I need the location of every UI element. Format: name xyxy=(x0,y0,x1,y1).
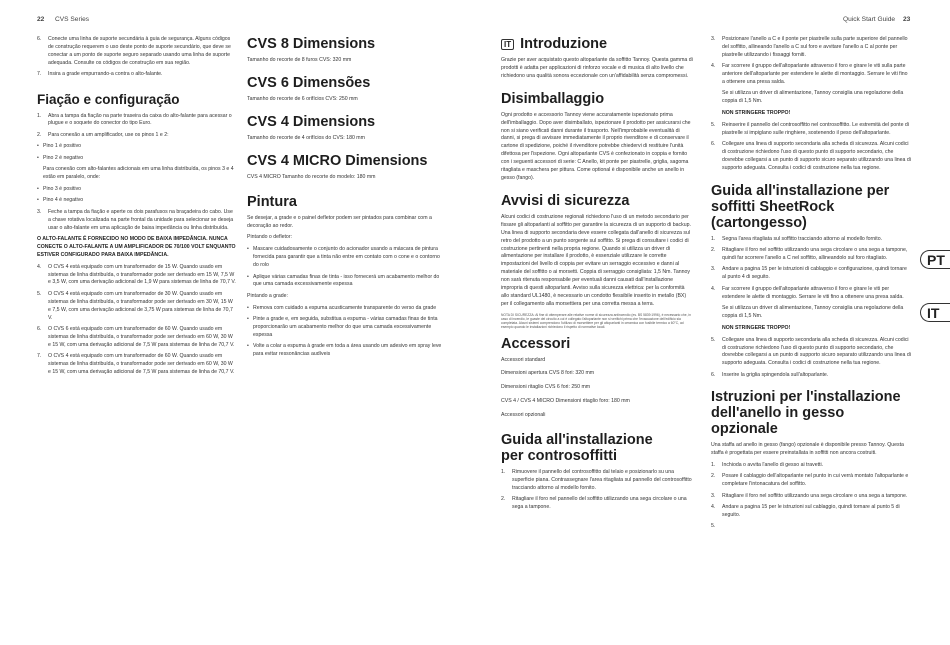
list-item: 4. Andare a pagina 15 per le istruzioni sul cablaggio, quindi tornare al punto 5 di seguito. xyxy=(711,504,900,519)
list-item: • Pino 4 é negativo xyxy=(37,197,84,204)
tab-pt[interactable]: PT xyxy=(920,250,950,269)
list-item: • Remova com cuidado a espuma acusticamente transparente do verso da grade xyxy=(247,304,437,311)
accessory-line: Dimensioni apertura CVS 8 fori: 320 mm xyxy=(501,370,595,377)
column-4 xyxy=(711,36,911,535)
dims-heading-cvs8: CVS 8 Dimensions xyxy=(247,36,376,52)
list-item: 2. Posare il cablaggio dell'altoparlante nel punto in cui verrà montato l'altoparlante e completare l'intonacatura del soffitto. xyxy=(711,473,909,488)
list-item: 3. Ritagliare il foro nel soffitto utilizzando una sega circolare o una sega a tampone. xyxy=(711,492,908,499)
dims-sub-cvs4-micro: CVS 4 MICRO Tamanho do recorte do modelo: 180 mm xyxy=(247,173,376,180)
list-item: 1. Abra a tampa da fiação na parte traseira da caixa do alto-falante para acessar o plugue e o soquete do conector do tipo Euro. xyxy=(37,112,232,127)
dims-heading-cvs4-micro: CVS 4 MICRO Dimensions xyxy=(247,152,428,169)
safety-heading: Avvisi di sicurezza xyxy=(501,192,630,209)
left-page-number: 22 xyxy=(37,16,45,23)
list-item: 3. Posizionare l'anello a C e il ponte per piastrelle sulla parte superiore del pannello del soffitto, allineando l'anello a C sul foro e avvitare l'anello a C al ponte per piastrelle utilizzando i fissaggi forniti. xyxy=(711,36,908,58)
torque-note: Se si utilizza un driver di alimentazione, Tannoy consiglia una regolazione della coppia di 1,5 Nm. xyxy=(722,90,904,105)
list-item: 2. Para conexão a um amplificador, use os pinos 1 e 2: xyxy=(37,131,169,138)
list-item: • Aplique várias camadas finas de tinta - isso fornecerá um acabamento melhor do que uma camada excessivamente espessa xyxy=(247,273,440,288)
list-item: 4. Far scorrere il gruppo dell'altoparlante attraverso il foro e girare le viti per estendere le alette di montaggio. Serrare le viti fino a ottenere una presa salda. xyxy=(711,285,904,300)
unpack-text: Ogni prodotto e accessorio Tannoy viene accuratamente ispezionato prima dell'imballaggio. Dopo aver disimballato, ispezionare il prodotto per assicurarsi che non si siano verificati danni durante il trasporto. Nell'improbabile eventualità di danni, si prega di avvisare immediatamente il proprio rivenditore e di conservare il cartone di spedizione, poiché il rivenditore potrebbe chiedervi di restituire l'unità difettosa per l'ispezione. Ogni altoparlante CVS è confezionato in coppia e fornito con i seguenti accessori di serie: C Anello, kit ponte per piastrelle, griglia, sagoma ritagliata e maschera per pittura. Come optional è disponibile anche un anello in gesso (fango). xyxy=(501,111,691,181)
list-item: 2. Ritagliare il foro nel pannello del soffitto utilizzando una sega circolare o una sega a tampone. xyxy=(501,496,687,511)
tab-it[interactable]: IT xyxy=(920,303,950,322)
list-item: • Pino 2 é negativo xyxy=(37,154,84,161)
grille-label: Pintando a grade: xyxy=(247,292,288,299)
list-item: • Pino 3 é positivo xyxy=(37,185,82,192)
list-item: • Pinte a grade e, em seguida, substitua a espuma - várias camadas finas de tinta proporcionarão um acabamento melhor do que uma camada excessivamente espessa xyxy=(247,316,438,338)
accessory-line: CVS 4 / CVS 4 MICRO Dimensioni ritaglio foro: 180 mm xyxy=(501,398,630,405)
list-item: • Pino 1 é positivo xyxy=(37,143,82,150)
list-item: 3. Feche a tampa da fiação e aperte os dois parafusos na braçadeira do cabo. Use a chave rotativa localizada na parte frontal da unidade para selecionar se deseja usar o alto-falante em uma aplicação de baixa impedância ou linha distribuída. xyxy=(37,208,234,231)
list-item: 6. Inserire la griglia spingendola sull'altoparlante. xyxy=(711,371,829,378)
safety-fine-print: NOTA DI SICUREZZA: Al fine di ottemperare alle relative norme di sicurezza antincendio (es. BS 5839:1996), è necessario che, in caso di incendio, le guaste del circuito a cui è collegato l'altoparlante non si verifichi prima che l'evacuazione dell'edificio sia completata. Alcuni sistemi comprendono l'utilizzo di morsettiere per gli altoparlanti in ceramica con fusibile termico a 60°C, ad esempio quando le installazioni richiedono il rispetto di normative locali. xyxy=(501,312,691,330)
list-item: 7. Insira a grade empurrando-a contra o alto-falante. xyxy=(37,71,163,78)
column-1 xyxy=(37,36,237,380)
list-item: 4. O CVS 4 está equipado com um transformador de 15 W. Quando usado em sistemas de linha distribuída, o transformador pode ser derivado em 15 W, 7,5 W e 3,5 W, com uma derivação adicional de 1,9 W para sistemas de linha de 70,7 V. xyxy=(37,263,236,286)
dims-sub-cvs6: Tamanho do recorte de 6 orifícios CVS: 250 mm xyxy=(247,95,358,102)
dims-heading-cvs4: CVS 4 Dimensions xyxy=(247,113,376,130)
pins-note: Para conexão com alto-falantes adicionais em uma linha distribuída, os pinos 3 e 4 estão em paralelo, onde: xyxy=(43,166,234,180)
impedance-warning: O ALTO-FALANTE É FORNECIDO NO MODO DE BAIXA IMPEDÂNCIA. NUNCA CONECTE O ALTO-FALANTE A UM AMPLIFICADOR DE 70/100 VOLT ENQUANTO ESTIVER CONFIGURADO PARA BAIXA IMPEDÂNCIA. xyxy=(37,235,236,258)
dims-sub-cvs4: Tamanho do recorte de 4 orifícios do CVS: 180 mm xyxy=(247,134,365,141)
column-3 xyxy=(501,36,694,516)
column-2 xyxy=(247,36,447,363)
overtighten-warning: NON STRINGERE TROPPO! xyxy=(722,324,791,331)
list-item: 3. Andare a pagina 15 per le istruzioni di cablaggio e configurazione, quindi tornare al punto 4 di seguito. xyxy=(711,266,907,281)
list-item: 5. Reinserire il pannello del controsoffitto nel controsoffitto. Le estremità del ponte di piastrelle si impiglano sulle ringhiere, sostenendo il peso dell'altoparlante. xyxy=(711,122,909,137)
overtighten-warning: NON STRINGERE TROPPO! xyxy=(722,110,791,117)
intro-heading: IT Introduzione xyxy=(501,36,694,52)
drop-ceiling-heading: Guida all'installazione per controsoffitti xyxy=(501,432,653,465)
right-page-number: 23 xyxy=(903,16,911,23)
list-item: 6. Collegare una linea di supporto secondaria alla scheda di sicurezza. Alcuni codici di costruzione richiedono l'uso di questo punto di supporto secondario, che dovrebbe collegarsi a un punto di supporto sicuro separato utilizzando una linea di supporto adeguata. Consulta i codici di costruzione nella tua regione. xyxy=(711,141,911,172)
list-item: 7. O CVS 4 está equipado com um transformador de 60 W. Quando usado em sistemas de linha distribuída, o transformador pode ser derivado em 60 W, 30 W e 15 W, com uma derivação adicional de 7,5 W para sistemas de linha de 70,7 V. xyxy=(37,353,235,375)
unpack-heading: Disimballaggio xyxy=(501,90,605,107)
accessory-line: Accessori opzionali xyxy=(501,412,546,419)
list-item: 5. xyxy=(711,523,716,530)
accessories-heading: Accessori xyxy=(501,335,571,352)
wiring-heading: Fiação e configuração xyxy=(37,91,180,107)
list-item: 2. Ritagliare il foro nel soffitto utilizzando una sega circolare o una sega a tampone, quindi far scorrere l'anello a C nel soffitto, allineandolo sul foro ritagliato. xyxy=(711,247,908,261)
sheetrock-heading: Guida all'installazione per soffitti SheetRock (cartongesso) xyxy=(711,182,890,231)
paint-heading: Pintura xyxy=(247,193,297,210)
list-item: • Mascare cuidadosamente o conjunto do acionador usando a máscara de pintura fornecida para garantir que a tinta não entre em contato com o cone e o contorno do rolo xyxy=(247,246,440,269)
paint-intro: Se desejar, a grade e o painel defletor podem ser pintados para combinar com a decoração ao redor. xyxy=(247,214,432,229)
guide-label: Quick Start Guide xyxy=(843,16,896,23)
list-item: 1. Inchioda o avvita l'anello di gesso ai travetti. xyxy=(711,462,824,468)
list-item: 6. Conecte uma linha de suporte secundária à guia de segurança. Alguns códigos de construção requerem o uso deste ponto de suporte secundário, que deve se conectar a um ponto de suporte seguro separado usando uma linha de suporte adequada. Consulte os códigos de construção em sua região. xyxy=(37,36,231,66)
list-item: 1. Segna l'area ritagliata sul soffitto tracciando attorno al modello fornito. xyxy=(711,235,883,242)
accessory-line: Dimensioni ritaglio CVS 6 fori: 250 mm xyxy=(501,384,591,391)
list-item: 1. Rimuovere il pannello del controsoffitto dal telaio e posizionarlo su una superficie piana. Contrassegnare l'area ritagliata sul pannello del controsoffitto tracciando attorno al modello fornito. xyxy=(501,469,692,491)
list-item: 6. O CVS 6 está equipado com um transformador de 60 W. Quando usado em sistemas de linha distribuída, o transformador pode ser derivado em 60 W, 30 W e 15 W, com uma derivação adicional de 7,5 W para sistemas de linha de 70,7 V. xyxy=(37,325,235,348)
series-label: CVS Series xyxy=(55,16,90,23)
safety-text: Alcuni codici di costruzione regionali richiedono l'uso di un metodo secondario per fissare gli altoparlanti al soffitto per garantire la sicurezza di un supporto di backup. Una linea di supporto secondaria deve essere collegata dall'anello di sicurezza sul retro del prodotto a un punto sorgente sul soffitto. Si prega di consultare i codici di costruzione pertinenti nella propria regione. Quando si utilizza un driver di alimentazione per installare il prodotto, è essenziale utilizzare le corrette impostazioni del livello di coppia per evitare un serraggio eccessivo e danni al materiale del soffitto o ai morsetti. Coppia di serraggio consigliata: 1,5 Nm. Tannoy non sarà ritenuta responsabile per eventuali danni causati dall'installazione impropria di questi altoparlanti. Avviso sulla sicurezza elettrica: per la conformità allo standard UL1480, è necessario un condotto flessibile inserito in metallo (BX) per il collegamento alla morsettiera per una corretta messa a terra. xyxy=(501,213,691,307)
plaster-ring-heading: Istruzioni per l'installazione dell'anello in gesso opzionale xyxy=(711,389,901,438)
list-item: • Volte a colar a espuma à grade em toda a área usando um adesivo em spray leve para evitar ressonâncias audíveis xyxy=(247,343,442,358)
baffle-label: Pintando o defletor: xyxy=(247,234,292,241)
accessory-line: Accessori standard xyxy=(501,356,546,363)
language-badge: IT xyxy=(501,39,514,50)
list-item: 5. O CVS 4 está equipado com um transformador de 30 W. Quando usado em sistemas de linha distribuída, o transformador pode ser derivado em 30 W, 15 W e 7,5 W, com uma derivação adicional de 3,75 W para sistemas de linha de 70,7 V. xyxy=(37,290,233,321)
plaster-intro: Una staffa ad anello in gesso (fango) opzionale è disponibile presso Tannoy. Questa staffa è progettata per essere preinstallata in soffitti non ancora costruiti. xyxy=(711,442,904,457)
intro-text: Grazie per aver acquistato questo altoparlante da soffitto Tannoy. Questa gamma di prodotti è adatta per applicazioni di rinforzo vocale e di musica di alto livello che richiedono una qualità sonora eccezionale con un'affidabilità senza compromessi. xyxy=(501,57,693,79)
torque-note: Se si utilizza un driver di alimentazione, Tannoy consiglia una regolazione della coppia di 1,5 Nm. xyxy=(722,304,904,319)
list-item: 5. Collegare una linea di supporto secondaria alla scheda di sicurezza. Alcuni codici di costruzione richiedono l'uso di questo punto di supporto secondario, che dovrebbe collegarsi a un punto di supporto sicuro separato utilizzando una linea di supporto adeguata. Consulta i codici di costruzione nella tua regione. xyxy=(711,336,911,367)
dims-sub-cvs8: Tamanho do recorte de 8 furos CVS: 320 mm xyxy=(247,57,352,63)
dims-heading-cvs6: CVS 6 Dimensões xyxy=(247,74,371,91)
list-item: 4. Far scorrere il gruppo dell'altoparlante attraverso il foro e girare le viti sulla parte anteriore dell'altoparlante per estendere le alette di montaggio. Serrare le viti fino a ottenere una presa salda. xyxy=(711,63,908,86)
